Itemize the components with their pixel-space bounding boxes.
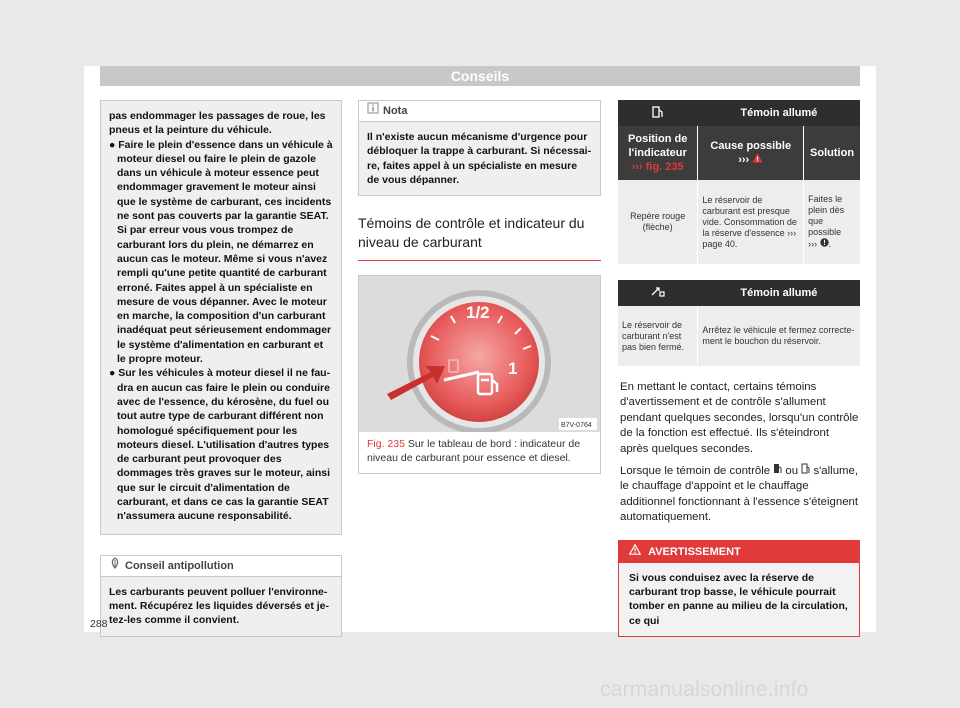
warning-continuation-box [100,100,342,535]
table1-col-position: Position de l'indicateur ››› fig. 235 [618,126,698,180]
note-text: Il n'existe aucun mécanisme d'urgence pour débloquer la trappe à carburant. Si nécessaire, faites appel à un spécialiste en mesure de vous dépanner. [367,131,592,186]
warning-bullet-2: ● Sur les véhicules à moteur diesel il ne faudra en aucun cas faire le plein ou conduire avec de l'essence, du kérosène, du fuel ou tout autre type de carburant différent non homologué spécifiquement pour les moteurs diesel. L'utilisation d'autres types de carburant peut provoquer des dommages très graves sur le moteur, ainsi que sur le circuit d'alimentation de carburant, et dans ce cas la garantie SEAT n'assumera aucune responsabilité. [109,367,331,523]
figure-code: B7V-0764 [561,422,592,430]
table2-header: Témoin allumé [698,280,860,306]
eco-tip-title: Conseil antipollution [125,559,234,572]
figure-number: Fig. 235 [367,438,405,451]
info-icon [367,101,383,121]
eco-tip-box [100,555,342,637]
gauge-label-full: 1 [508,359,518,379]
table1-col-solution: Solution [804,126,860,180]
fuel-level-warning-table [618,100,860,264]
table1-cell-solution: Faites le plein dès que possible ››› . [804,180,860,264]
note-box [358,100,601,196]
figure-caption-text: Sur le tableau de bord : indicateur de niveau de carburant pour essence et diesel. [367,438,581,464]
figure-caption [359,432,600,473]
warning-header [619,541,859,563]
eco-tip-header [101,556,341,577]
exclamation-circle-icon [820,239,829,249]
page-number: 288 [90,618,108,630]
body-text [618,380,860,526]
paragraph-1: En mettant le contact, certains témoins d'avertissement et de contrôle s'allument pendant quelques secondes, lorsqu'un contrôle de la fonction est effectué. Ils s'éteindront après quelques secondes. [620,381,859,455]
table1-cell-position: Repère rouge (flèche) [618,180,698,264]
eco-tip-text: Les carburants peuvent polluer l'environnement. Récupérez les liquides déversés et jetez-les comme il convient. [109,585,330,627]
fuel-gauge-image [359,276,600,432]
note-body [359,122,600,195]
table1-fig-ref: ››› fig. 235 [631,161,684,173]
table2-cell-cause: Le réservoir de carburant n'est pas bien fermé. [618,306,698,366]
column-middle [358,100,601,474]
warning-bullet-1: ● Faire le plein d'essence dans un véhicule à moteur diesel ou faire le plein de gazole dans un véhicule à moteur essence peut endommager gravement le moteur ainsi que le système de carburant, ces incidents ne sont pas couverts par la garantie SEAT. Si par erreur vous vous trompez de carburant lors du plein, ne démarrez en aucun cas le moteur. Même si vous n'avez rempli qu'une petite quantité de carburant erroné. Faites appel à un spécialiste en mesure de vous dépanner. Avec le moteur en marche, la composition d'un carburant inadéquat peut sérieusement endommager le système d'alimentation en carburant et le propre moteur. [109,138,333,366]
section-title: Témoins de contrôle et indicateur du niveau de carburant [358,214,601,261]
fuel-cap-warning-table [618,280,860,366]
fuel-pump-icon [651,110,665,122]
warning-box [618,540,860,637]
watermark: carmanualsonline.info [600,678,809,701]
fuel-cap-icon [650,289,666,301]
table2-icon-cell [618,280,698,306]
warning-body [619,563,859,636]
warning-text: Si vous conduisez avec la réserve de carburant trop basse, le véhicule pourrait tomber en panne au milieu de la circulation, ce qui [629,571,848,627]
warning-title: AVERTISSEMENT [648,545,741,558]
note-title: Nota [383,105,408,117]
warning-triangle-icon [752,154,763,166]
column-right [618,100,860,637]
paragraph-2: Lorsque le témoin de contrôle ou s'allume, le chauffage d'appoint et le chauffage additionnel fonctionnant à l'essence s'éteignent automatiquement. [620,465,859,524]
eco-tip-body [101,577,341,636]
eco-leaf-icon [109,556,125,576]
column-left [100,100,342,637]
fuel-pump-outline-icon [801,465,810,477]
table2-cell-solution: Arrêtez le véhicule et fermez correctement le bouchon du réservoir. [698,306,860,366]
section-header-title: Conseils [450,68,510,84]
table1-cell-cause: Le réservoir de carburant est presque vide. Consommation de la réserve d'essence ››› page 40. [698,180,804,264]
warning-triangle-icon [629,546,641,558]
table1-header: Témoin allumé [698,100,860,126]
section-header-bar [100,66,860,86]
note-header [359,101,600,122]
table1-icon-cell [618,100,698,126]
figure-box [358,275,601,474]
fuel-pump-icon [773,465,782,477]
warning-intro: pas endommager les passages de roue, les pneus et la peinture du véhicule. [109,110,326,137]
gauge-label-half: 1/2 [466,303,490,323]
table1-col-cause: Cause possible ››› [698,126,804,180]
